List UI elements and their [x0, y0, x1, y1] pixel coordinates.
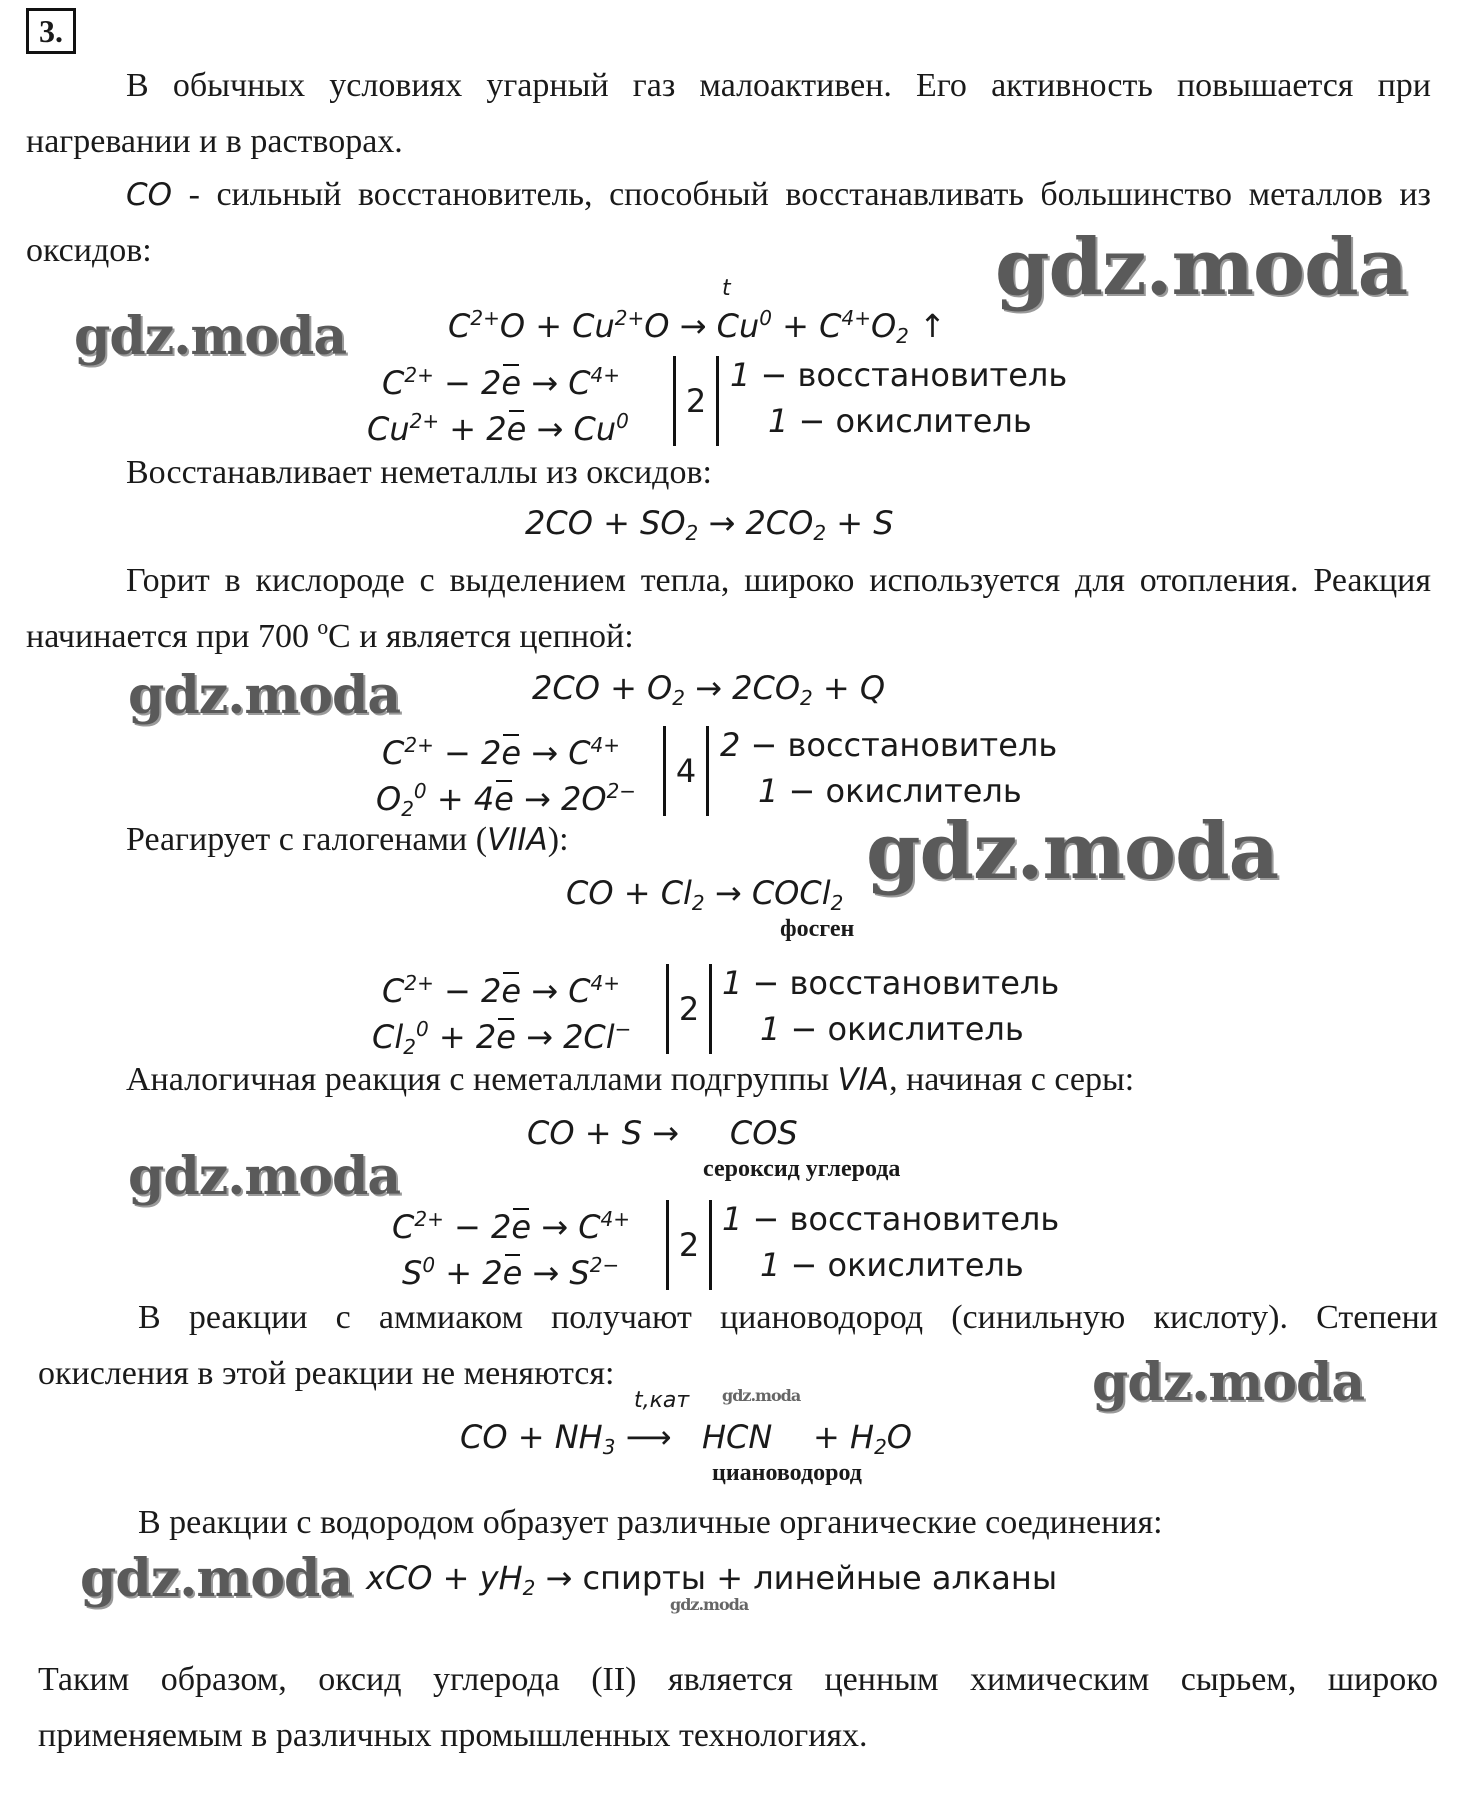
half-reaction-5b: $S^0 + 2e \to S^{2-}$ — [402, 1242, 619, 1296]
paragraph-burn: Горит в кислороде с выделением тепла, широко используется для отопления. Реакция начинается при 700 ºС и является цепной: — [26, 562, 1431, 655]
watermark-8: gdz.moda — [80, 1548, 353, 1609]
half-reaction-1a: $C^{2+} - 2e \to C^{4+}$ — [382, 352, 620, 406]
half-reaction-3b: $O_2^0 + 4e \to 2O^{2-}$ — [376, 768, 636, 832]
balance-role-3a: 2 − восстановитель — [720, 726, 1058, 764]
formula-co: CO — [126, 177, 173, 213]
balance-role-4a: 1 − восстановитель — [722, 964, 1060, 1002]
paragraph-hydrogen: В реакции с водородом образует различные органические соединения: — [138, 1504, 1163, 1541]
equation-1: $C^{2+}O + Cu^{2+}O \to Cu^0 + C^{4+}O_2$ ↑ — [448, 306, 946, 348]
watermark-4: gdz.moda — [866, 806, 1279, 897]
equation-5: CO + S → COS — [527, 1114, 798, 1152]
balance-role-3b: 1 − окислитель — [758, 772, 1022, 810]
paragraph-halogens: Реагирует с галогенами (VIIA): — [126, 821, 569, 858]
balance-role-1a: 1 − восстановитель — [730, 356, 1068, 394]
balance-role-4b: 1 − окислитель — [760, 1010, 1024, 1048]
task-number: 3. — [26, 8, 76, 54]
watermark-1: gdz.moda — [995, 222, 1408, 313]
equation-2: $2CO + SO_2 \to 2CO_2 + S$ — [525, 504, 894, 545]
paragraph-reducer-text: - сильный восстановитель, способный восстанавливать большинство металлов из оксидов: — [26, 176, 1431, 269]
watermark-2: gdz.moda — [74, 306, 347, 367]
half-reaction-4a: $C^{2+} - 2e \to C^{4+}$ — [382, 960, 620, 1014]
equation-4: CO + $Cl_2$ → COCl$_2$ — [566, 874, 844, 915]
watermark-9: gdz.moda — [670, 1595, 749, 1614]
paragraph-conclusion: Таким образом, оксид углерода (II) является ценным химическим сырьем, широко применяемым в различных промышленных технологиях. — [38, 1661, 1438, 1754]
half-reaction-4b: $Cl_2^0 + 2e \to 2Cl^-$ — [372, 1006, 631, 1070]
paragraph-nonmetals: Восстанавливает неметаллы из оксидов: — [126, 454, 712, 491]
paragraph-sulfur: Аналогичная реакция с неметаллами подгруппы VIA, начиная с серы: — [126, 1061, 1135, 1098]
equation-7: xCO + $yH_2$ → спирты + линейные алканы — [366, 1559, 1058, 1600]
balance-lcm-1: 2 — [673, 356, 719, 446]
paragraph-ammonia: В реакции с аммиаком получают циановодород (синильную кислоту). Степени окисления в этой реакции не меняются: — [38, 1299, 1438, 1392]
balance-role-5a: 1 − восстановитель — [722, 1200, 1060, 1238]
balance-lcm-3: 4 — [663, 726, 709, 816]
balance-role-5b: 1 − окислитель — [760, 1246, 1024, 1284]
watermark-3: gdz.moda — [128, 665, 401, 726]
equation-6: CO + $NH_3$ ⟶ HCN + $H_2O$ — [460, 1418, 912, 1459]
balance-lcm-4: 2 — [666, 964, 712, 1054]
arrow-label-t: t — [722, 276, 731, 301]
arrow-label-tcat: t,кат — [634, 1388, 690, 1413]
paragraph-intro: В обычных условиях угарный газ малоактивен. Его активность повышается при нагревании и в растворах. — [26, 67, 1431, 160]
half-reaction-5a: $C^{2+} - 2e \to C^{4+}$ — [392, 1196, 630, 1250]
label-cos: сероксид углерода — [703, 1156, 901, 1182]
label-phosgene: фосген — [780, 916, 855, 942]
half-reaction-1b: $Cu^{2+} + 2e \to Cu^0$ — [367, 398, 629, 452]
watermark-5: gdz.moda — [128, 1146, 401, 1207]
half-reaction-3a: $C^{2+} - 2e \to C^{4+}$ — [382, 722, 620, 776]
watermark-6: gdz.moda — [1092, 1352, 1365, 1413]
balance-lcm-5: 2 — [666, 1200, 712, 1290]
watermark-7: gdz.moda — [722, 1386, 801, 1405]
balance-role-1b: 1 − окислитель — [768, 402, 1032, 440]
label-hcn: циановодород — [712, 1460, 862, 1486]
equation-3: $2CO + O_2 \to 2CO_2 + Q$ — [532, 669, 886, 710]
